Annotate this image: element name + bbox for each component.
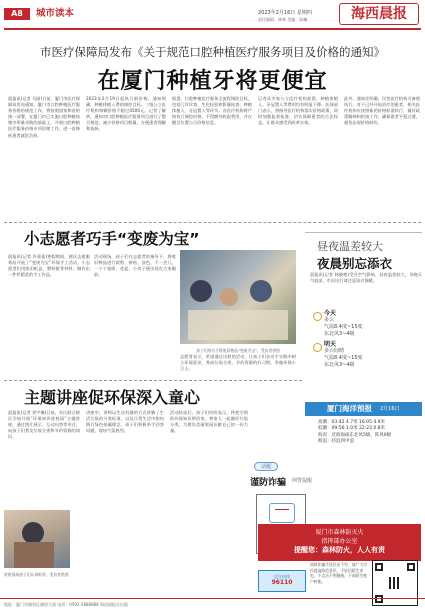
weather-forecast	[310, 310, 422, 375]
story2-column: 志愿者表示，希望通过这样的活动，让孩子们在动手实践中树立环保意识，养成垃圾分类、节约资源的好习惯，争做环保小卫士。	[180, 354, 296, 372]
forecast-today: 今天 多云 气温8.4度~15度 东北风3~4级	[324, 310, 363, 337]
fire-prevention-banner: 厦门市森林防灭火 指挥部办公室 提醒您：森林防火，人人有责	[258, 524, 421, 561]
story3-column: 活动结束后，孩子们纷纷表示，将把学到的环保知识带回家，和家人一起做好垃圾分类，为建设美丽家园贡献自己的一份力量。	[170, 410, 248, 434]
story3-column: 晨报讯(记者 刘宇琳)日前，社区联合辖区学校开展“环保知识进校园”主题讲座，通过图片展示、互动问答等形式，向孩子们普及垃圾分类和节约资源的知识。	[8, 410, 80, 440]
story1-column: 2023年2月19日起执行新价格。通知明确，种植体植入费的调控目标，三级公立医疗机构每颗价格不超过4500元。记者了解到，通知对口腔种植医疗服务项目进行了整合规范，减少价格项目数量，方便患者理解和选择。	[86, 96, 166, 132]
story2-column: 活动现场，孩子们在志愿者的指导下，将废旧物品进行裁剪、拼贴、涂色，不一会儿，一个个笔筒、花盆、小房子便出现在大家眼前。	[94, 254, 176, 278]
story2-column: 晨报讯(记者 许嘉嘉)寒假期间，辖区志愿服务站开展了“变废为宝”环保手工活动，小志愿者们用废旧纸盒、塑料瓶等材料，制作出一件件精美的手工作品。	[8, 254, 90, 278]
divider	[4, 380, 302, 381]
story1-column: 晨报讯(记者 马丽)日前，厦门市医疗保障局发布通知，厦门市口腔种植医疗服务价格的规范工作，将按照国家和省的统一部署，在厦门市已实施口腔种植体集中带量采购的基础上，开展口腔种植医疗服务价格专项治理工作，进一步降低患者就医负担。	[8, 96, 80, 138]
photo-caption: 讲座现场孩子们认真听讲。受访者供图	[4, 572, 69, 577]
tide-date: 2月16日	[380, 406, 400, 412]
header-rule	[4, 28, 421, 30]
sun-icon	[313, 312, 322, 321]
fraud-title: 谨防诈骗	[250, 478, 287, 488]
forecast-tomorrow: 明天 多云间晴 气温8.4度~15度 东北风3~4级	[324, 341, 363, 368]
sun-icon	[313, 343, 322, 352]
photo-caption: 孩子们用巧手将废旧物品“变废为宝”。受访者供图	[196, 348, 280, 353]
tide-details: 高潮：03:42 4.7米 16:05 4.9米 低潮：09:56 1.0米 22:23 0.8米 海况：近海海面东北风5级，阵风6级 海浪：轻浪到中浪	[318, 420, 392, 444]
weather-rule	[305, 232, 422, 233]
divider	[4, 222, 421, 223]
story3-column: 讲座中，讲师以生动有趣的方式讲解了生活垃圾的分类标准，以及日常生活中如何践行绿色低碳理念，孩子们积极举手回答问题，现场气氛热烈。	[86, 410, 164, 434]
story1-column: 记者从多家公立医疗机构获悉，种植体植入、牙冠置入等费用均有明显下降。医保部门表示，将指导医疗机构落实价格政策，同时加强监督检查，切实保障患者的合法权益，让群众感受到改革实效。	[258, 96, 338, 126]
story3-headline: 主题讲座促环保深入童心	[24, 388, 201, 407]
volunteer-photo	[180, 250, 296, 344]
editor-line: 责任编辑：林林 美编：陈曦	[258, 17, 308, 22]
section-name: 城市读本	[36, 8, 75, 19]
page-number: A8	[4, 8, 30, 20]
weather-headline: 夜晨别忘添衣	[317, 256, 393, 271]
story1-headline: 在厦门种植牙将更便宜	[97, 69, 328, 94]
lecture-photo	[4, 510, 70, 568]
fraud-subtitle: 网警提醒	[292, 478, 313, 484]
story2-headline: 小志愿者巧手“变废为宝”	[24, 230, 200, 248]
page-footer: 地址：厦门市湖里区湖里大道 电话：0592-5888888 海西晨报社出版	[0, 598, 425, 611]
hotline-box: 反诈热线 96110	[258, 570, 306, 592]
publication-date: 2023年2月16日 星期四	[258, 10, 312, 16]
weather-text: 晨报讯(记者 林晓艳)受冷空气影响，昼夜温差较大，早晚天气较凉，市民出行请注意添衣保暖。	[310, 272, 422, 284]
newspaper-logo: 海西晨报	[339, 3, 419, 25]
fraud-brief: 网络诈骗手段层出不穷，请广大市民提高防范意识，不轻信陌生来电，不点击不明链接，不向陌生账户转账。	[310, 562, 367, 584]
weather-subhead: 昼夜温差较大	[317, 240, 383, 253]
story1-column: 据悉，口腔种植医疗服务全流程调控目标，包括门诊诊查、生化检验和影像检查、种植体植入、牙冠置入等环节。各医疗机构将严格执行调控价格，不得额外收取费用，并在醒目位置公示价格信息。	[172, 96, 252, 126]
topic-badge: 话题	[254, 462, 278, 471]
tide-forecast-header: 厦门海洋预报	[305, 402, 422, 416]
story1-column: 此外，通知还明确，民营医疗机构可参照执行。对于已经开始治疗的患者，相关医疗机构应按照新的价格标准执行，做好政策解释和衔接工作，确保患者平稳过渡，避免出现价格纠纷。	[344, 96, 420, 126]
story1-kicker: 市医疗保障局发布《关于规范口腔种植医疗服务项目及价格的通知》	[40, 47, 385, 59]
